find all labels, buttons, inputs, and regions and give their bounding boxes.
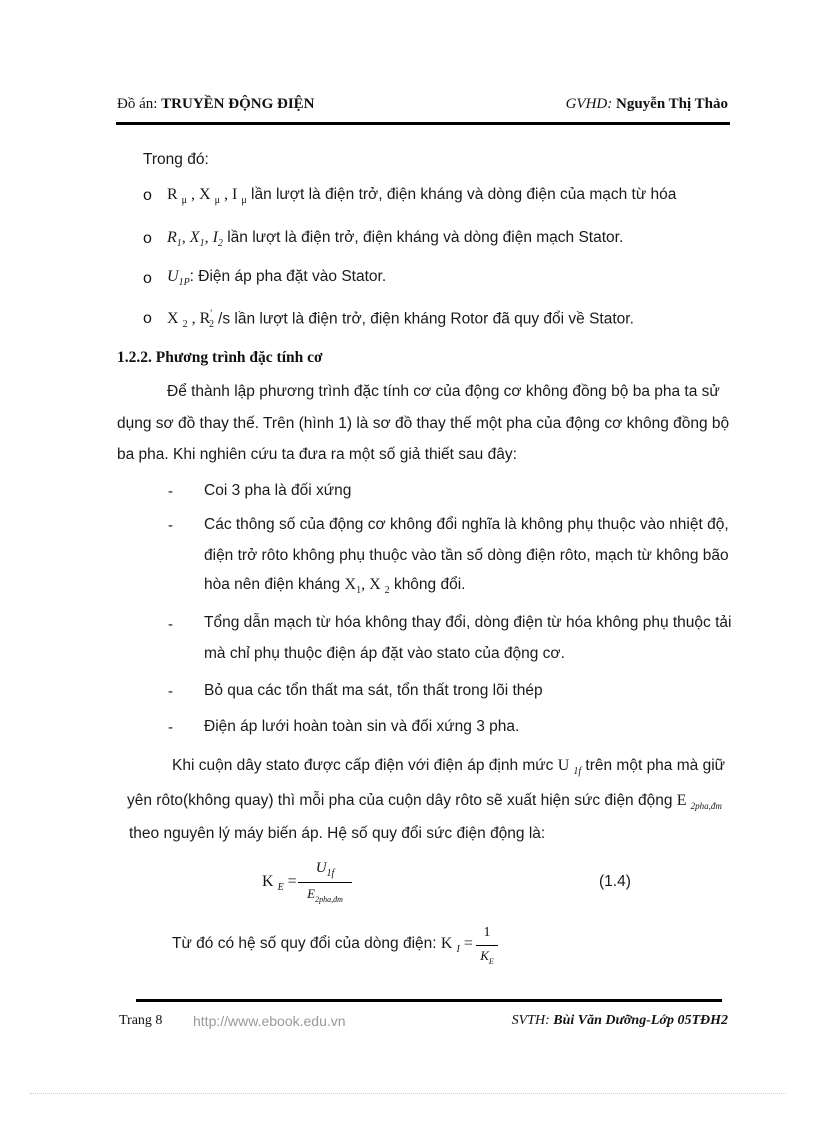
- para3-text: Từ đó có hệ số quy đổi của dòng điện:: [172, 935, 437, 952]
- assumption-2-line3-post: không đổi.: [393, 576, 466, 593]
- bullet-item-3-text: : Điện áp pha đặt vào Stator.: [189, 268, 387, 285]
- intro-text: Trong đó:: [143, 151, 209, 168]
- dash-marker: -: [168, 483, 173, 500]
- bullet-marker: o: [143, 230, 152, 247]
- para1-line3: ba pha. Khi nghiên cứu ta đưa ra một số giả thiết sau đây:: [117, 446, 517, 463]
- bullet-item-2-text: lần lượt là điện trở, điện kháng và dòng điện mạch Stator.: [227, 229, 624, 246]
- header-left: [117, 96, 315, 113]
- author-name: Bùi Văn Dưỡng-Lớp 05TĐH2: [553, 1013, 728, 1028]
- ki-fraction-line: [476, 945, 498, 946]
- para1-line1: Để thành lập phương trình đặc tính cơ của động cơ không đồng bộ ba pha ta sử: [167, 383, 720, 400]
- para2-line1-pre: Khi cuộn dây stato được cấp điện với điện áp định mức: [172, 757, 554, 774]
- page-number: Trang 8: [119, 1013, 163, 1028]
- assumption-5: Điện áp lưới hoàn toàn sin và đối xứng 3 pha.: [204, 718, 520, 735]
- para2-line2-pre: yên rôto(không quay) thì mỗi pha của cuộn dây rôto sẽ xuất hiện sức điện động: [127, 792, 673, 809]
- para3: Từ đó có hệ số quy đổi của dòng điện: K $_I$ =: [172, 935, 473, 955]
- bullet-item-4-text: /s lần lượt là điện trở, điện kháng Rotor đã quy đổi về Stator.: [218, 310, 634, 328]
- assumption-3-line1: Tổng dẫn mạch từ hóa không thay đổi, dòng điện từ hóa không phụ thuộc tải: [204, 614, 732, 631]
- document-title: TRUYỀN ĐỘNG ĐIỆN: [161, 96, 315, 112]
- bullet-item-4: X $_2$ , $R'_2$ /s lần lượt là điện trở, điện kháng Rotor đã quy đổi về Stator.: [167, 309, 634, 331]
- bullet-item-3: $U_{1P}$: Điện áp pha đặt vào Stator.: [167, 268, 387, 288]
- footer-author: [512, 1013, 728, 1029]
- equation-lhs: K $_E$ =: [262, 873, 297, 893]
- dash-marker: -: [168, 683, 173, 700]
- assumption-3-line2: mà chỉ phụ thuộc điện áp đặt vào stato của động cơ.: [204, 645, 565, 662]
- para2-line1: Khi cuộn dây stato được cấp điện với điện áp định mức U $_{1f}$ trên một pha mà giữ: [172, 757, 726, 777]
- footer-link[interactable]: http://www.ebook.edu.vn: [193, 1013, 346, 1029]
- section-number: 1.2.2.: [117, 349, 152, 366]
- fraction-line: [298, 882, 352, 883]
- equation-number: (1.4): [599, 873, 631, 890]
- header-prefix: Đồ án:: [117, 96, 158, 112]
- bullet-marker: o: [143, 310, 152, 327]
- assumption-2-line3-pre: hòa nên điện kháng: [204, 576, 341, 593]
- para2-line2: yên rôto(không quay) thì mỗi pha của cuộn dây rôto sẽ xuất hiện sức điện động E $_{2pha,đm}$: [127, 792, 722, 811]
- equation-denominator: $E_{2pha,đm}$: [307, 886, 343, 904]
- section-heading: [117, 349, 323, 367]
- dash-marker: -: [168, 616, 173, 633]
- page-bottom-border: [30, 1093, 786, 1094]
- assumption-2-line3: hòa nên điện kháng $X_1$, X $_2$ không đổi.: [204, 576, 466, 596]
- assumption-2-line1: Các thông số của động cơ không đổi nghĩa là không phụ thuộc vào nhiệt độ,: [204, 516, 729, 533]
- footer-rule: [136, 999, 722, 1002]
- assumption-1: Coi 3 pha là đối xứng: [204, 482, 352, 499]
- supervisor-prefix: GVHD:: [565, 96, 613, 112]
- bullet-item-1-text: lần lượt là điện trở, điện kháng và dòng điện của mạch từ hóa: [251, 186, 677, 203]
- bullet-item-2: $R_1$, $X_1$, $I_2$ lần lượt là điện trở, điện kháng và dòng điện mạch Stator.: [167, 229, 624, 249]
- section-title: Phương trình đặc tính cơ: [155, 349, 323, 366]
- assumption-4: Bỏ qua các tổn thất ma sát, tổn thất trong lõi thép: [204, 682, 543, 699]
- supervisor-name: Nguyễn Thị Thảo: [616, 96, 728, 112]
- bullet-marker: o: [143, 270, 152, 287]
- author-prefix: SVTH:: [511, 1013, 550, 1028]
- dash-marker: -: [168, 517, 173, 534]
- dash-marker: -: [168, 719, 173, 736]
- para2-line1-post: trên một pha mà giữ: [585, 757, 726, 774]
- bullet-item-1: R $_\mu$ , X $_\mu$ , I $_\mu$ lần lượt là điện trở, điện kháng và dòng điện của mạch từ hóa: [167, 186, 677, 206]
- header-right: [566, 96, 728, 113]
- assumption-2-line2: điện trở rôto không phụ thuộc vào tần số dòng điện rôto, mạch từ không bão: [204, 547, 729, 564]
- header-rule: [116, 122, 730, 125]
- para2-line3: theo nguyên lý máy biến áp. Hệ số quy đổi sức điện động là:: [129, 825, 546, 842]
- para1-line2: dụng sơ đồ thay thế. Trên (hình 1) là sơ đồ thay thế một pha của động cơ không đồng bộ: [117, 415, 730, 432]
- ki-numerator: 1: [483, 925, 491, 940]
- bullet-marker: o: [143, 187, 152, 204]
- equation-numerator: $U_{1f}$: [315, 860, 335, 879]
- ki-denominator: $K_E$: [480, 948, 494, 966]
